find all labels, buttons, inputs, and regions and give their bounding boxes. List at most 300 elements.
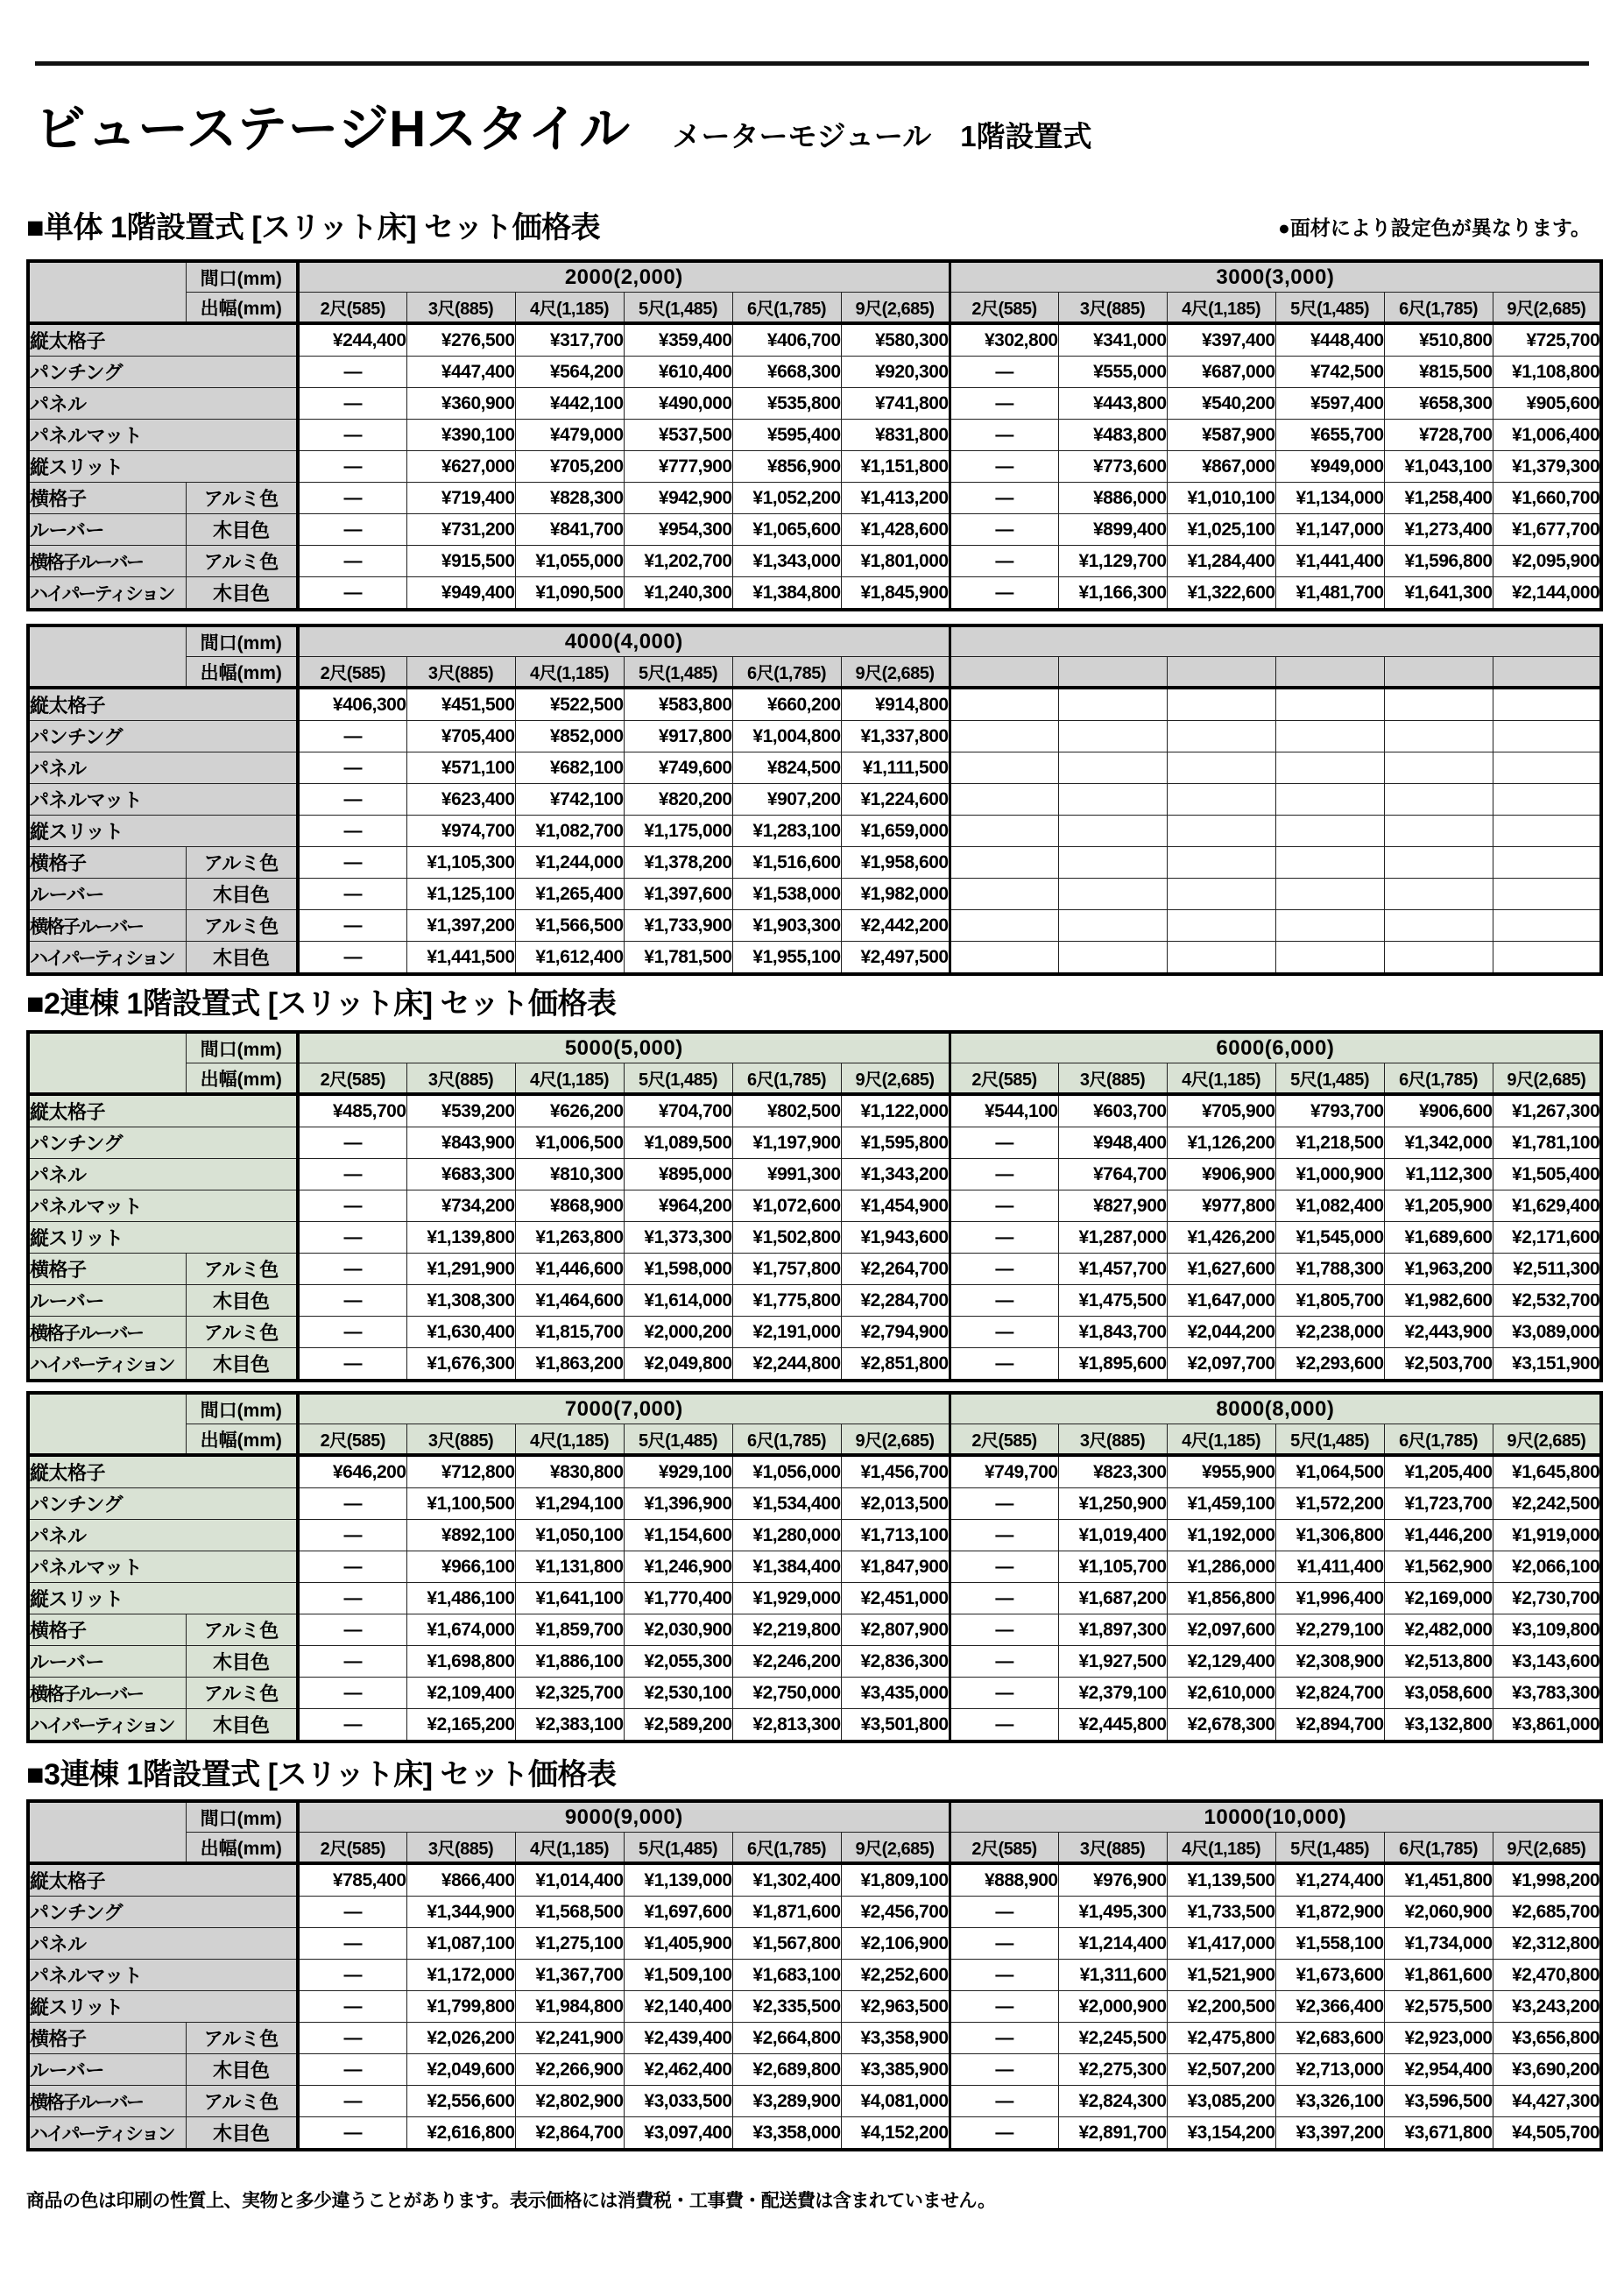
price-cell: ¥2,530,100 — [624, 1678, 732, 1709]
price-cell: ¥3,358,000 — [732, 2117, 841, 2151]
price-cell: — — [950, 1897, 1058, 1928]
price-cell — [1167, 879, 1275, 910]
price-cell — [1167, 910, 1275, 942]
row-label: 縦太格子 — [28, 1094, 298, 1127]
price-cell: ¥2,252,600 — [841, 1960, 950, 1991]
price-cell — [950, 784, 1058, 816]
price-cell: ¥843,900 — [406, 1127, 515, 1159]
price-cell: ¥1,929,000 — [732, 1583, 841, 1614]
price-cell: ¥1,056,000 — [732, 1455, 841, 1488]
price-cell: ¥626,200 — [515, 1094, 624, 1127]
row-label: パンチング — [28, 721, 298, 752]
row-label: パネル — [28, 1928, 298, 1960]
price-cell: — — [298, 721, 406, 752]
price-cell: ¥1,244,000 — [515, 847, 624, 879]
width-header — [1384, 657, 1493, 689]
price-cell — [1493, 784, 1601, 816]
price-cell: ¥828,300 — [515, 483, 624, 514]
row-color-label: アルミ色 — [186, 847, 298, 879]
price-cell: ¥1,958,600 — [841, 847, 950, 879]
row-label: ハイパーティション — [28, 942, 186, 975]
price-cell: — — [950, 577, 1058, 611]
price-cell: ¥3,326,100 — [1275, 2086, 1384, 2117]
price-cell: ¥1,275,100 — [515, 1928, 624, 1960]
price-cell: — — [298, 1285, 406, 1317]
price-cell: ¥2,049,600 — [406, 2054, 515, 2086]
price-cell: ¥2,109,400 — [406, 1678, 515, 1709]
price-cell: ¥942,900 — [624, 483, 732, 514]
price-cell: — — [298, 514, 406, 546]
price-cell: ¥1,677,700 — [1493, 514, 1601, 546]
price-cell: ¥3,132,800 — [1384, 1709, 1493, 1742]
price-cell: ¥3,358,900 — [841, 2023, 950, 2054]
price-cell: ¥2,129,400 — [1167, 1646, 1275, 1678]
row-label: パネル — [28, 1159, 298, 1190]
price-cell: — — [298, 784, 406, 816]
price-cell — [1275, 816, 1384, 847]
price-cell: ¥1,343,000 — [732, 546, 841, 577]
price-table-tantai-4000 — [26, 624, 1603, 976]
price-cell: — — [950, 483, 1058, 514]
price-cell: ¥1,129,700 — [1058, 546, 1167, 577]
price-cell: ¥1,258,400 — [1384, 483, 1493, 514]
price-cell — [1493, 879, 1601, 910]
price-cell — [1384, 784, 1493, 816]
price-cell: ¥1,859,700 — [515, 1614, 624, 1646]
price-cell — [1275, 784, 1384, 816]
row-color-label: 木目色 — [186, 2117, 298, 2151]
price-cell: ¥683,300 — [406, 1159, 515, 1190]
price-cell: ¥2,923,000 — [1384, 2023, 1493, 2054]
price-cell: ¥2,242,500 — [1493, 1488, 1601, 1520]
price-cell: ¥3,154,200 — [1167, 2117, 1275, 2151]
row-label: ルーバー — [28, 2054, 186, 2086]
price-cell: ¥479,000 — [515, 420, 624, 451]
price-cell: ¥1,984,800 — [515, 1991, 624, 2023]
price-cell: ¥564,200 — [515, 357, 624, 388]
span-header-right: 8000(8,000) — [950, 1393, 1601, 1424]
row-color-label: 木目色 — [186, 2054, 298, 2086]
price-cell: — — [298, 1159, 406, 1190]
price-cell: ¥1,367,700 — [515, 1960, 624, 1991]
price-cell: ¥2,813,300 — [732, 1709, 841, 1742]
price-cell: ¥3,109,800 — [1493, 1614, 1601, 1646]
price-cell: ¥2,575,500 — [1384, 1991, 1493, 2023]
price-cell: ¥1,384,800 — [732, 577, 841, 611]
price-cell: ¥1,284,400 — [1167, 546, 1275, 577]
price-cell: ¥1,064,500 — [1275, 1455, 1384, 1488]
price-cell: ¥2,451,000 — [841, 1583, 950, 1614]
price-cell: ¥2,308,900 — [1275, 1646, 1384, 1678]
price-cell: ¥1,676,300 — [406, 1348, 515, 1381]
price-cell: ¥3,690,200 — [1493, 2054, 1601, 2086]
price-cell: ¥1,446,200 — [1384, 1520, 1493, 1551]
price-cell: ¥2,664,800 — [732, 2023, 841, 2054]
table-area-2 — [26, 624, 1603, 976]
width-header: 9尺(2,685) — [1493, 1833, 1601, 1864]
price-cell: — — [950, 1678, 1058, 1709]
price-cell — [1493, 752, 1601, 784]
price-cell: ¥1,895,600 — [1058, 1348, 1167, 1381]
price-cell: — — [950, 2086, 1058, 2117]
price-table-2ren-7000-8000 — [26, 1391, 1603, 1743]
price-cell: ¥1,397,200 — [406, 910, 515, 942]
price-cell: ¥2,140,400 — [624, 1991, 732, 2023]
price-cell — [950, 752, 1058, 784]
price-cell: ¥1,815,700 — [515, 1317, 624, 1348]
price-cell: ¥1,596,800 — [1384, 546, 1493, 577]
width-header: 4尺(1,185) — [1167, 293, 1275, 324]
row-label: 横格子ルーバー — [28, 2086, 186, 2117]
price-cell: — — [298, 752, 406, 784]
price-cell: ¥866,400 — [406, 1863, 515, 1897]
width-header: 4尺(1,185) — [515, 1424, 624, 1456]
price-cell: ¥1,598,000 — [624, 1254, 732, 1285]
price-cell: ¥2,689,800 — [732, 2054, 841, 2086]
width-header: 6尺(1,785) — [732, 657, 841, 689]
price-cell: ¥1,659,000 — [841, 816, 950, 847]
width-header: 9尺(2,685) — [1493, 293, 1601, 324]
price-cell — [1493, 721, 1601, 752]
price-cell: ¥1,004,800 — [732, 721, 841, 752]
price-cell: ¥2,807,900 — [841, 1614, 950, 1646]
price-cell: ¥1,558,100 — [1275, 1928, 1384, 1960]
price-cell: ¥773,600 — [1058, 451, 1167, 483]
price-cell: ¥1,197,900 — [732, 1127, 841, 1159]
debahaba-label: 出幅(mm) — [186, 657, 298, 689]
price-cell: ¥2,475,800 — [1167, 2023, 1275, 2054]
price-cell: — — [298, 1190, 406, 1222]
price-cell: ¥1,337,800 — [841, 721, 950, 752]
row-label: パンチング — [28, 1897, 298, 1928]
price-cell: ¥966,100 — [406, 1551, 515, 1583]
width-header: 5尺(1,485) — [624, 657, 732, 689]
price-cell: ¥906,600 — [1384, 1094, 1493, 1127]
price-cell: ¥544,100 — [950, 1094, 1058, 1127]
page-title: ビューステージHスタイル — [35, 101, 631, 158]
width-header: 9尺(2,685) — [1493, 1424, 1601, 1456]
price-cell: ¥1,566,500 — [515, 910, 624, 942]
price-cell: ¥785,400 — [298, 1863, 406, 1897]
price-cell — [1058, 784, 1167, 816]
price-cell: ¥1,927,500 — [1058, 1646, 1167, 1678]
price-cell: ¥1,267,300 — [1493, 1094, 1601, 1127]
price-cell: ¥1,674,000 — [406, 1614, 515, 1646]
price-cell: ¥1,342,000 — [1384, 1127, 1493, 1159]
price-cell: ¥1,250,900 — [1058, 1488, 1167, 1520]
row-label: パネルマット — [28, 1960, 298, 1991]
price-cell: — — [298, 1583, 406, 1614]
price-cell: — — [298, 1897, 406, 1928]
price-cell: ¥341,000 — [1058, 323, 1167, 357]
price-cell: ¥705,200 — [515, 451, 624, 483]
price-cell: ¥2,511,300 — [1493, 1254, 1601, 1285]
price-cell: ¥907,200 — [732, 784, 841, 816]
price-cell: ¥1,006,400 — [1493, 420, 1601, 451]
width-header: 9尺(2,685) — [841, 657, 950, 689]
price-cell: ¥2,171,600 — [1493, 1222, 1601, 1254]
price-cell: — — [950, 357, 1058, 388]
price-cell: ¥899,400 — [1058, 514, 1167, 546]
row-color-label: アルミ色 — [186, 2023, 298, 2054]
debahaba-label: 出幅(mm) — [186, 293, 298, 324]
price-cell: ¥2,275,300 — [1058, 2054, 1167, 2086]
width-header: 9尺(2,685) — [841, 1063, 950, 1095]
table-area-1 — [26, 259, 1603, 611]
price-cell: ¥3,243,200 — [1493, 1991, 1601, 2023]
price-cell: ¥827,900 — [1058, 1190, 1167, 1222]
price-cell: ¥2,144,000 — [1493, 577, 1601, 611]
price-cell: ¥1,263,800 — [515, 1222, 624, 1254]
price-cell: ¥537,500 — [624, 420, 732, 451]
price-cell: ¥1,456,700 — [841, 1455, 950, 1488]
maguchi-label: 間口(mm) — [186, 1801, 298, 1833]
price-cell: — — [298, 942, 406, 975]
row-label: 縦太格子 — [28, 1455, 298, 1488]
price-cell: ¥1,006,500 — [515, 1127, 624, 1159]
row-label: パンチング — [28, 1127, 298, 1159]
price-cell: ¥1,205,900 — [1384, 1190, 1493, 1222]
price-cell: ¥1,055,000 — [515, 546, 624, 577]
maguchi-label: 間口(mm) — [186, 1032, 298, 1063]
width-header: 2尺(585) — [950, 1833, 1058, 1864]
price-table-tantai-2000-3000 — [26, 259, 1603, 611]
price-cell — [1493, 942, 1601, 975]
price-cell: ¥1,405,900 — [624, 1928, 732, 1960]
price-cell: ¥1,451,800 — [1384, 1863, 1493, 1897]
price-cell: ¥741,800 — [841, 388, 950, 420]
row-label: 横格子 — [28, 847, 186, 879]
price-cell: ¥359,400 — [624, 323, 732, 357]
price-cell: ¥2,503,700 — [1384, 1348, 1493, 1381]
price-cell: ¥2,383,100 — [515, 1709, 624, 1742]
price-cell — [1058, 847, 1167, 879]
row-color-label: 木目色 — [186, 1348, 298, 1381]
price-cell: ¥1,505,400 — [1493, 1159, 1601, 1190]
price-cell: ¥1,283,100 — [732, 816, 841, 847]
price-cell: ¥917,800 — [624, 721, 732, 752]
price-cell: ¥1,089,500 — [624, 1127, 732, 1159]
price-cell: ¥802,500 — [732, 1094, 841, 1127]
price-cell: ¥360,900 — [406, 388, 515, 420]
price-cell: — — [298, 1678, 406, 1709]
price-cell: ¥4,081,000 — [841, 2086, 950, 2117]
price-cell — [1384, 910, 1493, 942]
price-table-3ren-9000-10000 — [26, 1799, 1603, 2151]
price-cell: ¥725,700 — [1493, 323, 1601, 357]
row-label: 縦スリット — [28, 1991, 298, 2023]
price-cell — [1384, 816, 1493, 847]
width-header: 5尺(1,485) — [1275, 1063, 1384, 1095]
price-cell: — — [950, 2054, 1058, 2086]
price-cell: ¥2,589,200 — [624, 1709, 732, 1742]
price-cell: — — [298, 577, 406, 611]
price-cell — [1275, 879, 1384, 910]
price-cell: ¥390,100 — [406, 420, 515, 451]
row-label: 横格子ルーバー — [28, 910, 186, 942]
price-cell — [1058, 721, 1167, 752]
price-cell: ¥955,900 — [1167, 1455, 1275, 1488]
price-cell: ¥1,567,800 — [732, 1928, 841, 1960]
price-cell: ¥1,733,900 — [624, 910, 732, 942]
price-cell: ¥1,454,900 — [841, 1190, 950, 1222]
width-header: 6尺(1,785) — [732, 1424, 841, 1456]
price-cell: ¥540,200 — [1167, 388, 1275, 420]
price-cell — [1167, 721, 1275, 752]
price-cell: ¥2,106,900 — [841, 1928, 950, 1960]
price-cell — [1384, 847, 1493, 879]
price-cell: ¥2,683,600 — [1275, 2023, 1384, 2054]
price-cell: ¥1,139,500 — [1167, 1863, 1275, 1897]
span-header-right: 10000(10,000) — [950, 1801, 1601, 1833]
price-cell: ¥1,757,800 — [732, 1254, 841, 1285]
price-cell: ¥1,373,300 — [624, 1222, 732, 1254]
debahaba-label: 出幅(mm) — [186, 1063, 298, 1095]
price-cell — [1275, 847, 1384, 879]
maguchi-label: 間口(mm) — [186, 625, 298, 657]
price-cell: ¥1,273,400 — [1384, 514, 1493, 546]
price-cell: ¥1,413,200 — [841, 483, 950, 514]
price-cell — [1493, 847, 1601, 879]
row-label: パネル — [28, 1520, 298, 1551]
width-header: 9尺(2,685) — [841, 1833, 950, 1864]
price-cell: ¥1,151,800 — [841, 451, 950, 483]
width-header: 2尺(585) — [298, 1424, 406, 1456]
price-cell: ¥3,385,900 — [841, 2054, 950, 2086]
price-cell: ¥1,630,400 — [406, 1317, 515, 1348]
price-cell: ¥2,279,100 — [1275, 1614, 1384, 1646]
price-cell: ¥1,788,300 — [1275, 1254, 1384, 1285]
row-label: パネルマット — [28, 420, 298, 451]
price-cell: ¥490,000 — [624, 388, 732, 420]
row-color-label: アルミ色 — [186, 546, 298, 577]
price-cell: — — [298, 1254, 406, 1285]
span-header-left: 2000(2,000) — [298, 261, 950, 293]
price-cell: ¥1,384,400 — [732, 1551, 841, 1583]
price-cell: ¥1,863,200 — [515, 1348, 624, 1381]
price-cell: ¥1,733,500 — [1167, 1897, 1275, 1928]
price-cell: — — [950, 388, 1058, 420]
price-cell: — — [298, 483, 406, 514]
price-cell: ¥3,143,600 — [1493, 1646, 1601, 1678]
width-header: 3尺(885) — [1058, 1833, 1167, 1864]
price-cell: ¥1,903,300 — [732, 910, 841, 942]
row-label: パネル — [28, 752, 298, 784]
span-header-left: 4000(4,000) — [298, 625, 950, 657]
price-cell — [1384, 879, 1493, 910]
price-cell: ¥2,335,500 — [732, 1991, 841, 2023]
price-cell — [1167, 752, 1275, 784]
price-cell: ¥1,781,500 — [624, 942, 732, 975]
price-cell: ¥2,750,000 — [732, 1678, 841, 1709]
row-label: ハイパーティション — [28, 1348, 186, 1381]
price-cell: — — [298, 816, 406, 847]
price-cell: ¥1,043,100 — [1384, 451, 1493, 483]
price-cell: ¥1,963,200 — [1384, 1254, 1493, 1285]
price-cell: ¥2,200,500 — [1167, 1991, 1275, 2023]
price-cell: ¥1,799,800 — [406, 1991, 515, 2023]
price-cell: ¥2,245,500 — [1058, 2023, 1167, 2054]
price-cell: ¥1,641,300 — [1384, 577, 1493, 611]
price-cell: ¥892,100 — [406, 1520, 515, 1551]
width-header: 6尺(1,785) — [732, 1063, 841, 1095]
width-header: 5尺(1,485) — [624, 1063, 732, 1095]
maguchi-label: 間口(mm) — [186, 1393, 298, 1424]
price-cell: ¥1,175,000 — [624, 816, 732, 847]
span-header-right: 3000(3,000) — [950, 261, 1601, 293]
row-label: 横格子 — [28, 1254, 186, 1285]
row-color-label: アルミ色 — [186, 1678, 298, 1709]
footer-note: 商品の色は印刷の性質上、実物と多少違うことがあります。表示価格には消費税・工事費・配送費は含まれていません。 — [26, 2191, 996, 2211]
price-cell: ¥302,800 — [950, 323, 1058, 357]
row-color-label: アルミ色 — [186, 1614, 298, 1646]
width-header: 6尺(1,785) — [1384, 1063, 1493, 1095]
price-cell: — — [298, 1520, 406, 1551]
price-cell: ¥3,033,500 — [624, 2086, 732, 2117]
table-area-4 — [26, 1391, 1603, 1743]
row-label: 縦スリット — [28, 451, 298, 483]
price-cell: ¥2,802,900 — [515, 2086, 624, 2117]
width-header: 3尺(885) — [406, 657, 515, 689]
row-label: パネルマット — [28, 784, 298, 816]
price-cell: ¥728,700 — [1384, 420, 1493, 451]
price-cell: ¥2,556,600 — [406, 2086, 515, 2117]
price-cell: ¥2,894,700 — [1275, 1709, 1384, 1742]
price-cell: ¥2,616,800 — [406, 2117, 515, 2151]
price-cell: — — [950, 546, 1058, 577]
width-header: 3尺(885) — [1058, 1063, 1167, 1095]
price-cell: ¥929,100 — [624, 1455, 732, 1488]
price-cell: — — [298, 1127, 406, 1159]
price-cell: ¥841,700 — [515, 514, 624, 546]
row-color-label: 木目色 — [186, 879, 298, 910]
width-header — [950, 657, 1058, 689]
page-subtitle: メーターモジュール 1階設置式 — [672, 120, 1092, 152]
price-cell: ¥4,505,700 — [1493, 2117, 1601, 2151]
price-cell: ¥1,302,400 — [732, 1863, 841, 1897]
width-header: 2尺(585) — [950, 293, 1058, 324]
corner-cell — [28, 261, 186, 323]
row-label: 縦太格子 — [28, 323, 298, 357]
price-cell: ¥2,851,800 — [841, 1348, 950, 1381]
price-cell: ¥749,600 — [624, 752, 732, 784]
width-header: 9尺(2,685) — [1493, 1063, 1601, 1095]
price-cell: ¥2,532,700 — [1493, 1285, 1601, 1317]
price-cell: ¥976,900 — [1058, 1863, 1167, 1897]
price-cell: ¥3,861,000 — [1493, 1709, 1601, 1742]
price-cell: ¥824,500 — [732, 752, 841, 784]
price-cell: ¥1,647,000 — [1167, 1285, 1275, 1317]
row-label: 縦太格子 — [28, 1863, 298, 1897]
price-cell: ¥1,697,600 — [624, 1897, 732, 1928]
price-cell: ¥2,238,000 — [1275, 1317, 1384, 1348]
price-cell: ¥1,417,000 — [1167, 1928, 1275, 1960]
price-cell: ¥1,572,200 — [1275, 1488, 1384, 1520]
price-cell: ¥2,000,900 — [1058, 1991, 1167, 2023]
price-cell: — — [950, 1614, 1058, 1646]
price-cell: ¥1,871,600 — [732, 1897, 841, 1928]
price-cell: ¥2,026,200 — [406, 2023, 515, 2054]
price-cell — [950, 847, 1058, 879]
price-cell: ¥2,379,100 — [1058, 1678, 1167, 1709]
price-cell: ¥3,289,900 — [732, 2086, 841, 2117]
span-header-left: 9000(9,000) — [298, 1801, 950, 1833]
price-cell: — — [298, 1709, 406, 1742]
price-cell — [1058, 688, 1167, 721]
price-cell: — — [298, 2054, 406, 2086]
price-cell: ¥815,500 — [1384, 357, 1493, 388]
row-label: 縦太格子 — [28, 688, 298, 721]
